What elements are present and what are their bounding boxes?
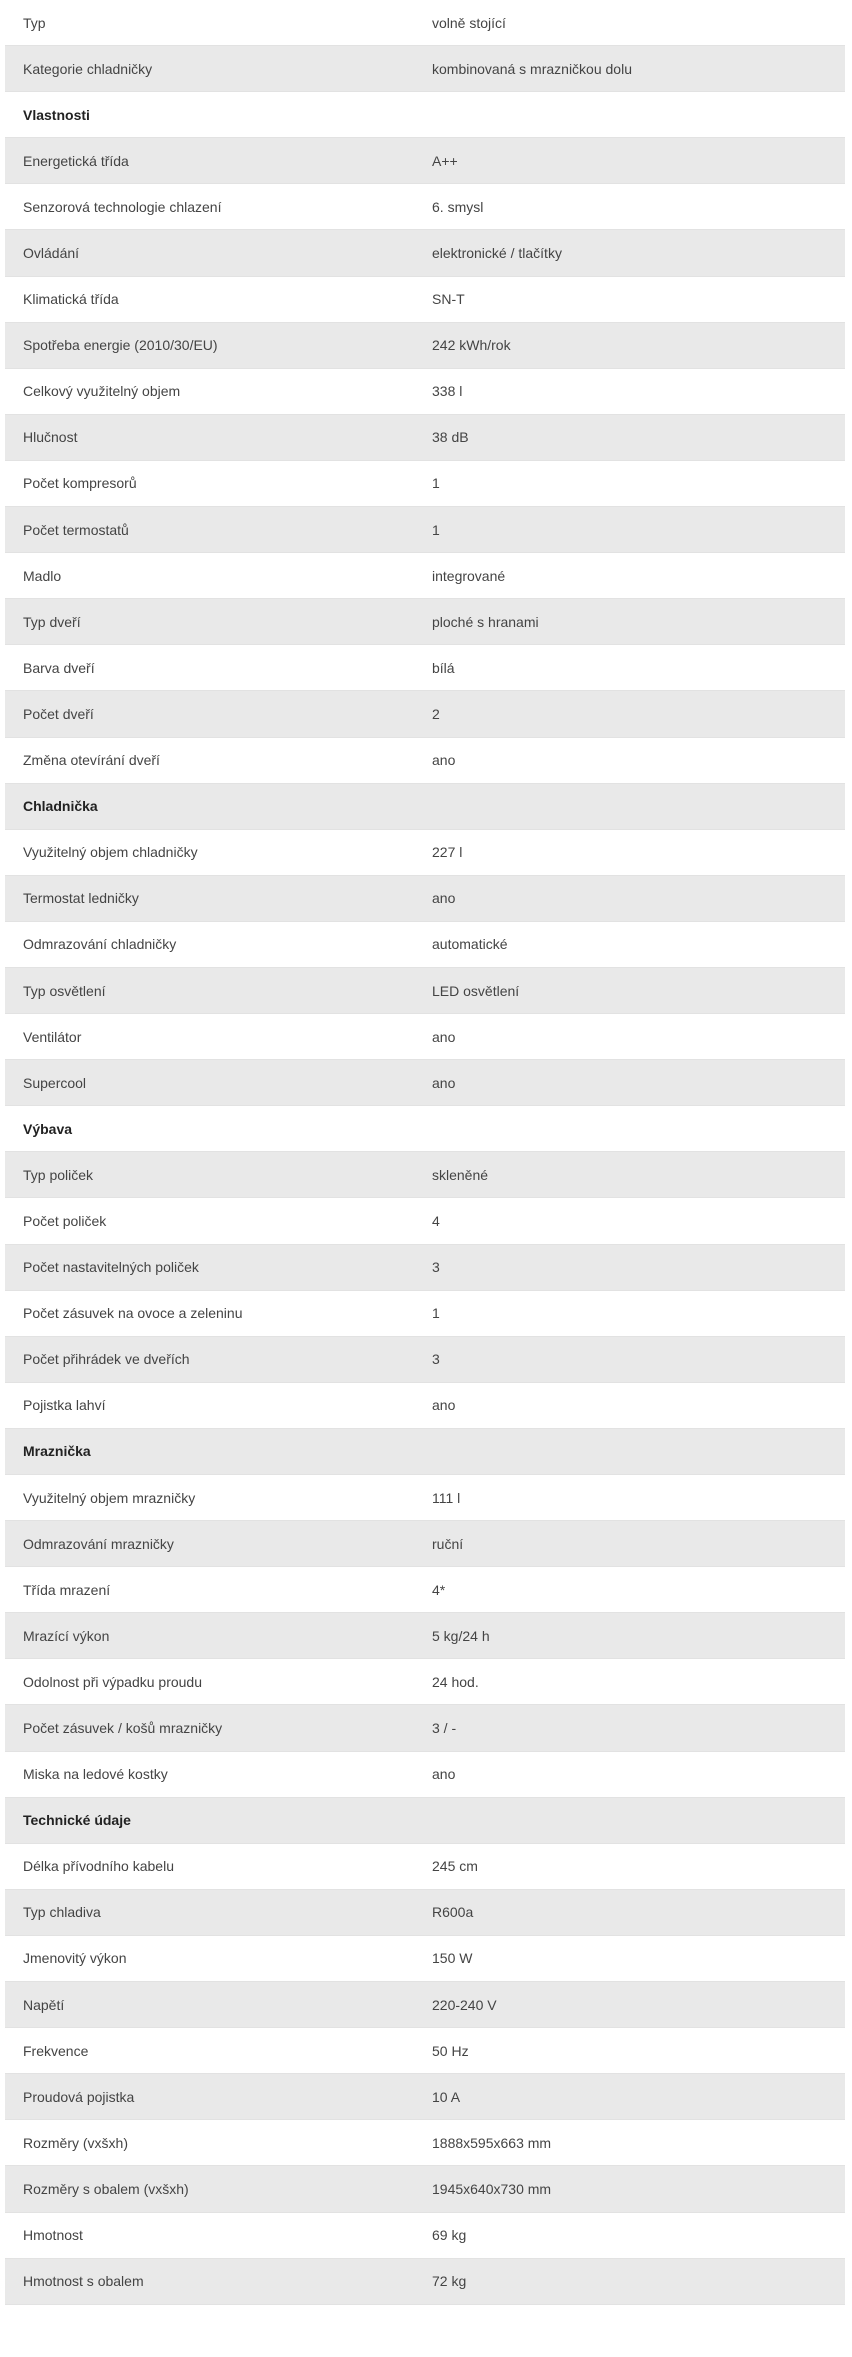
- spec-label: Počet nastavitelných poliček: [23, 1259, 199, 1276]
- spec-label: Proudová pojistka: [23, 2088, 135, 2105]
- table-row: [5, 553, 845, 599]
- spec-value: 111 l: [432, 1489, 461, 1506]
- table-row: [5, 1844, 845, 1890]
- spec-value: 1: [432, 475, 440, 492]
- table-row: [5, 599, 845, 645]
- spec-label: Celkový využitelný objem: [23, 383, 181, 400]
- table-row: [5, 1613, 845, 1659]
- spec-label: Typ: [23, 14, 46, 31]
- spec-value: bílá: [432, 659, 455, 676]
- spec-label: Energetická třída: [23, 152, 129, 169]
- table-row: [5, 1198, 845, 1244]
- spec-label: Spotřeba energie (2010/30/EU): [23, 337, 218, 354]
- spec-label: Hmotnost s obalem: [23, 2273, 144, 2290]
- spec-value: R600a: [432, 1904, 474, 1921]
- spec-value: 1945x640x730 mm: [432, 2180, 552, 2197]
- spec-value: automatické: [432, 936, 508, 953]
- spec-label: Třída mrazení: [23, 1581, 111, 1598]
- spec-label: Termostat ledničky: [23, 890, 139, 907]
- table-row: [5, 876, 845, 922]
- spec-value: 72 kg: [432, 2273, 467, 2290]
- table-row: [5, 507, 845, 553]
- spec-value: ano: [432, 890, 456, 907]
- section-header-row: [5, 92, 845, 138]
- section-title: Mraznička: [23, 1443, 91, 1460]
- spec-label: Typ osvětlení: [23, 982, 106, 999]
- spec-label: Počet termostatů: [23, 521, 129, 538]
- spec-label: Ovládání: [23, 245, 80, 262]
- table-row: [5, 138, 845, 184]
- section-title: Výbava: [23, 1120, 73, 1137]
- spec-value: 1: [432, 521, 440, 538]
- spec-label: Frekvence: [23, 2042, 89, 2059]
- spec-value: 10 A: [432, 2088, 461, 2105]
- table-row: [5, 277, 845, 323]
- spec-value: A++: [432, 152, 458, 169]
- spec-value: 3: [432, 1259, 440, 1276]
- table-row: [5, 46, 845, 92]
- spec-value: ano: [432, 1766, 456, 1783]
- table-row: [5, 2028, 845, 2074]
- spec-label: Změna otevírání dveří: [23, 752, 160, 769]
- spec-label: Hmotnost: [23, 2227, 83, 2244]
- spec-value: 4: [432, 1212, 440, 1229]
- spec-label: Počet poliček: [23, 1212, 107, 1229]
- table-row: [5, 323, 845, 369]
- table-row: [5, 1337, 845, 1383]
- table-row: [5, 1475, 845, 1521]
- table-row: [5, 738, 845, 784]
- table-row: [5, 922, 845, 968]
- spec-value: 227 l: [432, 844, 463, 861]
- spec-value: 69 kg: [432, 2227, 467, 2244]
- spec-label: Jmenovitý výkon: [23, 1950, 127, 1967]
- spec-value: skleněné: [432, 1166, 489, 1183]
- spec-label: Odmrazování mrazničky: [23, 1535, 174, 1552]
- table-row: [5, 415, 845, 461]
- spec-value: ano: [432, 1028, 456, 1045]
- table-row: [5, 1245, 845, 1291]
- section-header-row: [5, 784, 845, 830]
- spec-value: 3 / -: [432, 1720, 457, 1737]
- table-row: [5, 1383, 845, 1429]
- spec-value: SN-T: [432, 291, 465, 308]
- spec-label: Počet zásuvek na ovoce a zeleninu: [23, 1305, 243, 1322]
- spec-value: 150 W: [432, 1950, 473, 1967]
- spec-label: Hlučnost: [23, 429, 78, 446]
- spec-value: 4*: [432, 1581, 446, 1598]
- spec-label: Typ chladiva: [23, 1904, 101, 1921]
- spec-value: 1888x595x663 mm: [432, 2134, 552, 2151]
- spec-value: 2: [432, 705, 440, 722]
- section-header-row: [5, 1106, 845, 1152]
- spec-value: 50 Hz: [432, 2042, 469, 2059]
- spec-value: ploché s hranami: [432, 613, 539, 630]
- table-row: [5, 1982, 845, 2028]
- table-row: [5, 369, 845, 415]
- table-row: [5, 968, 845, 1014]
- spec-table: [5, 0, 845, 2305]
- spec-value: ano: [432, 752, 456, 769]
- spec-label: Odolnost při výpadku proudu: [23, 1673, 202, 1690]
- table-row: [5, 1936, 845, 1982]
- table-row: [5, 184, 845, 230]
- table-row: [5, 0, 845, 46]
- spec-label: Odmrazování chladničky: [23, 936, 177, 953]
- spec-label: Využitelný objem mrazničky: [23, 1489, 196, 1506]
- spec-label: Délka přívodního kabelu: [23, 1858, 174, 1875]
- spec-value: 242 kWh/rok: [432, 337, 511, 354]
- spec-value: ano: [432, 1074, 456, 1091]
- spec-value: integrované: [432, 567, 506, 584]
- spec-value: 245 cm: [432, 1858, 478, 1875]
- spec-value: 6. smysl: [432, 198, 484, 215]
- spec-label: Počet přihrádek ve dveřích: [23, 1351, 190, 1368]
- spec-label: Využitelný objem chladničky: [23, 844, 198, 861]
- table-row: [5, 2213, 845, 2259]
- spec-value: 38 dB: [432, 429, 469, 446]
- spec-value: elektronické / tlačítky: [432, 245, 562, 262]
- section-title: Chladnička: [23, 798, 98, 815]
- spec-label: Počet dveří: [23, 705, 94, 722]
- table-row: [5, 1705, 845, 1751]
- table-row: [5, 461, 845, 507]
- table-row: [5, 230, 845, 276]
- spec-label: Senzorová technologie chlazení: [23, 198, 222, 215]
- spec-value: volně stojící: [432, 14, 506, 31]
- table-row: [5, 830, 845, 876]
- spec-value: ano: [432, 1397, 456, 1414]
- section-header-row: [5, 1798, 845, 1844]
- spec-label: Počet kompresorů: [23, 475, 137, 492]
- spec-label: Typ poliček: [23, 1166, 94, 1183]
- table-row: [5, 1659, 845, 1705]
- table-row: [5, 2120, 845, 2166]
- spec-label: Mrazící výkon: [23, 1627, 110, 1644]
- spec-value: 338 l: [432, 383, 463, 400]
- section-title: Vlastnosti: [23, 106, 90, 123]
- spec-label: Typ dveří: [23, 613, 81, 630]
- spec-label: Kategorie chladničky: [23, 60, 153, 77]
- spec-value: 3: [432, 1351, 440, 1368]
- table-row: [5, 2259, 845, 2305]
- spec-value: 24 hod.: [432, 1673, 479, 1690]
- table-row: [5, 1752, 845, 1798]
- table-row: [5, 1521, 845, 1567]
- section-header-row: [5, 1429, 845, 1475]
- table-row: [5, 1014, 845, 1060]
- spec-label: Počet zásuvek / košů mrazničky: [23, 1720, 223, 1737]
- spec-label: Supercool: [23, 1074, 87, 1091]
- table-row: [5, 1291, 845, 1337]
- section-title: Technické údaje: [23, 1812, 131, 1829]
- spec-value: 1: [432, 1305, 440, 1322]
- spec-label: Rozměry s obalem (vxšxh): [23, 2180, 189, 2197]
- table-row: [5, 1060, 845, 1106]
- spec-value: kombinovaná s mrazničkou dolu: [432, 60, 632, 77]
- table-row: [5, 1567, 845, 1613]
- table-row: [5, 691, 845, 737]
- spec-label: Miska na ledové kostky: [23, 1766, 168, 1783]
- spec-value: LED osvětlení: [432, 982, 520, 999]
- table-row: [5, 645, 845, 691]
- spec-value: 5 kg/24 h: [432, 1627, 490, 1644]
- spec-label: Rozměry (vxšxh): [23, 2134, 129, 2151]
- spec-label: Ventilátor: [23, 1028, 82, 1045]
- spec-label: Napětí: [23, 1996, 65, 2013]
- table-row: [5, 2166, 845, 2212]
- spec-label: Madlo: [23, 567, 62, 584]
- spec-label: Pojistka lahví: [23, 1397, 106, 1414]
- spec-value: ruční: [432, 1535, 464, 1552]
- table-row: [5, 2074, 845, 2120]
- table-row: [5, 1890, 845, 1936]
- table-row: [5, 1152, 845, 1198]
- spec-label: Barva dveří: [23, 659, 95, 676]
- spec-value: 220-240 V: [432, 1996, 497, 2013]
- spec-label: Klimatická třída: [23, 291, 119, 308]
